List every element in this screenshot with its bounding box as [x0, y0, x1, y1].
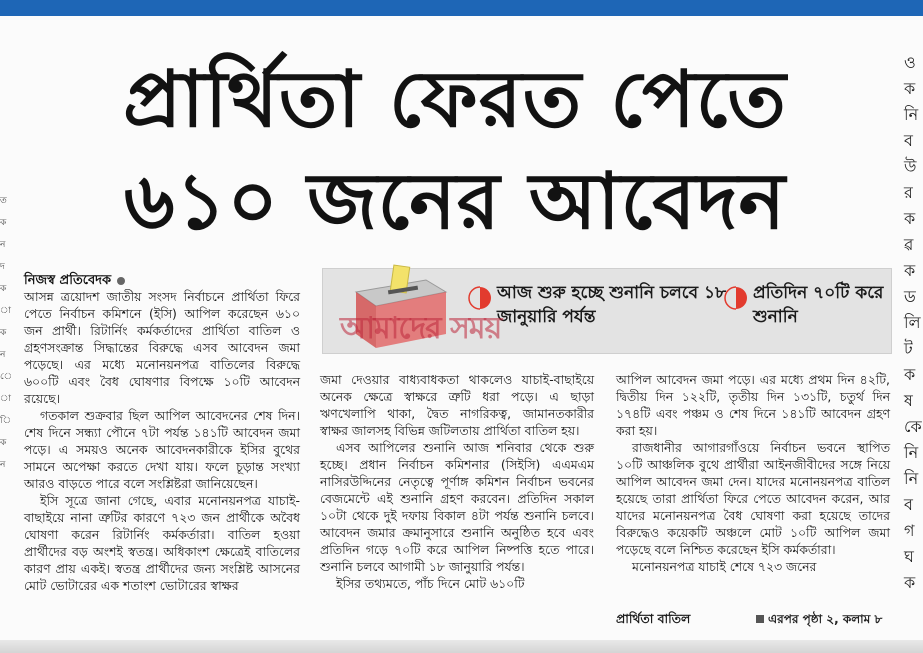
adjacent-column-left-edge: ত ক ন দ ক া ক ন ে া ি ক ন — [0, 196, 13, 470]
bottom-page-strip — [0, 640, 923, 653]
paragraph: আপিল আবেদন জমা পড়ে। এর মধ্যে প্রথম দিন ৪২টি, দ্বিতীয় দিন ১২২টি, তৃতীয় দিন ১৩১টি, চতুর্থ দিন ১৭৪টি এবং পঞ্চম ও শেষ দিনে ১৪১টি আবেদন গ্রহণ করা হয়। — [616, 372, 890, 438]
watermark-logo-text: আমাদের সময় — [340, 311, 502, 346]
info-item-daily-hearings — [727, 281, 887, 329]
paragraph: এসব আপিলের শুনানি আজ শনিবার থেকে শুরু হচ্ছে। প্রধান নির্বাচন কমিশনার (সিইসি) এএমএম নাসিরউদ্দিনের নেতৃত্বে পূর্ণাঙ্গ কমিশন নির্বাচন ভবনের বেজমেন্টে এই শুনানি গ্রহণ করবেন। প্রতিদিন সকাল ১০টা থেকে দুই দফায় বিকাল ৪টা পর্যন্ত শুনানি চলবে। আবেদন জমার ক্রমানুসারে শুনানি অনুষ্ঠিত হবে এবং প্রতিদিন গড়ে ৭০টি করে আপিল নিষ্পত্তি হতে পারে। শুনানি চলবে আগামী ১৮ জানুয়ারি পর্যন্ত। — [320, 440, 594, 574]
paragraph: জমা দেওয়ার বাধ্যবাধকতা থাকলেও যাচাই-বাছাইয়ে অনেক ক্ষেত্রে স্বাক্ষরে ত্রুটি ধরা পড়ে। এ ছাড়া ঋণখেলাপি থাকা, দ্বৈত নাগরিকত্ব, জামানতকারীর স্বাক্ষর জালসহ বিভিন্ন জটিলতায় প্রার্থিতা বাতিল হয়। — [320, 372, 594, 438]
byline-text: নিজস্ব প্রতিবেদক — [24, 273, 112, 288]
headline-line-1: প্রার্থিতা ফেরত পেতে — [123, 55, 787, 145]
half-circle-marker-icon — [727, 285, 745, 311]
square-bullet-icon — [756, 615, 764, 623]
info-item-text: প্রতিদিন ৭০টি করে শুনানি — [753, 283, 884, 327]
continued-text: এরপর পৃষ্ঠা ২, কলাম ৮ — [768, 612, 883, 626]
paragraph: ইসির তথ্যমতে, পাঁচ দিনে মোট ৬১০টি — [336, 576, 525, 591]
info-item-text: আজ শুরু হচ্ছে শুনানি চলবে ১৮ জানুয়ারি পর্যন্ত — [497, 283, 727, 327]
paragraph: আসন্ন ত্রয়োদশ জাতীয় সংসদ নির্বাচনে প্রার্থিতা ফিরে পেতে নির্বাচন কমিশনে (ইসি) আপিল করেছেন ৬১০ জন প্রার্থী। রিটার্নিং কর্মকর্তাদের প্রার্থিতা বাতিল ও গ্রহণসংক্রান্ত সিদ্ধান্তের বিরুদ্ধে এসব আবেদন জমা পড়েছে। এর মধ্যে মনোনয়নপত্র বাতিলের বিরুদ্ধে ৬০০টি এবং বৈধ ঘোষণার বিপক্ষে ১০টি আবেদন রয়েছে। — [24, 289, 300, 406]
paragraph: ইসি সূত্রে জানা গেছে, এবার মনোনয়নপত্র যাচাই-বাছাইয়ে নানা ত্রুটির কারণে ৭২৩ জন প্রার্থীকে অবৈধ ঘোষণা করেন রিটার্নিং কর্মকর্তারা। বাতিল হওয়া প্রার্থীদের বড় অংশই স্বতন্ত্র। অধিকাংশ ক্ষেত্রেই বাতিলের কারণ প্রায় একই। স্বতন্ত্র প্রার্থীদের জন্য সংশ্লিষ্ট আসনের মোট ভোটারের এক শতাংশ ভোটারের স্বাক্ষর — [24, 493, 300, 593]
top-color-bar — [0, 0, 923, 16]
article-column-2 — [320, 371, 594, 629]
article-column-3 — [616, 371, 890, 629]
continued-on-link[interactable] — [756, 611, 882, 631]
column-3-end-text: প্রার্থিতা বাতিল — [616, 611, 691, 626]
article-column-1 — [24, 288, 300, 628]
paragraph: গতকাল শুক্রবার ছিল আপিল আবেদনের শেষ দিন। শেষ দিনে সন্ধ্যা পৌনে ৭টা পর্যন্ত ১৪১টি আবেদন জমা পড়ে। এ সময়ও অনেক আবেদনকারীকে ইসির বুথের সামনে অপেক্ষা করতে দেখা যায়। ফলে চূড়ান্ত সংখ্যা আরও বাড়তে পারে বলে সংশ্লিষ্টরা জানিয়েছেন। — [24, 408, 300, 491]
paragraph: মনোনয়নপত্র যাচাই শেষে ৭২৩ জনের — [632, 559, 817, 574]
info-item-hearing-start — [471, 281, 731, 329]
paragraph: রাজধানীর আগারগাঁওয়ে নির্বাচন ভবনে স্থাপিত ১০টি আঞ্চলিক বুথে প্রার্থীরা আইনজীবীদের সঙ্গে নিয়ে আপিল আবেদন জমা দেন। যাদের মনোনয়নপত্র বাতিল হয়েছে তারা প্রার্থিতা ফিরে পেতে আবেদন করেন, আর যাদের মনোনয়নপত্র বৈধ ঘোষণা করা হয়েছে তাদের বিরুদ্ধেও কয়েকটি অঞ্চলে মোট ১০টি আপিল জমা পড়েছে বলে নিশ্চিত করেছেন ইসি কর্মকর্তারা। — [616, 440, 890, 557]
adjacent-column-right-edge: ও ক নি ব উ র ক ৱ ক ড লি ট ক ষ কে নি নি ব গ ঘ ক — [904, 53, 922, 592]
byline-dot-icon — [117, 277, 125, 285]
headline-line-2: ৬১০ জনের আবেদন — [123, 157, 787, 247]
